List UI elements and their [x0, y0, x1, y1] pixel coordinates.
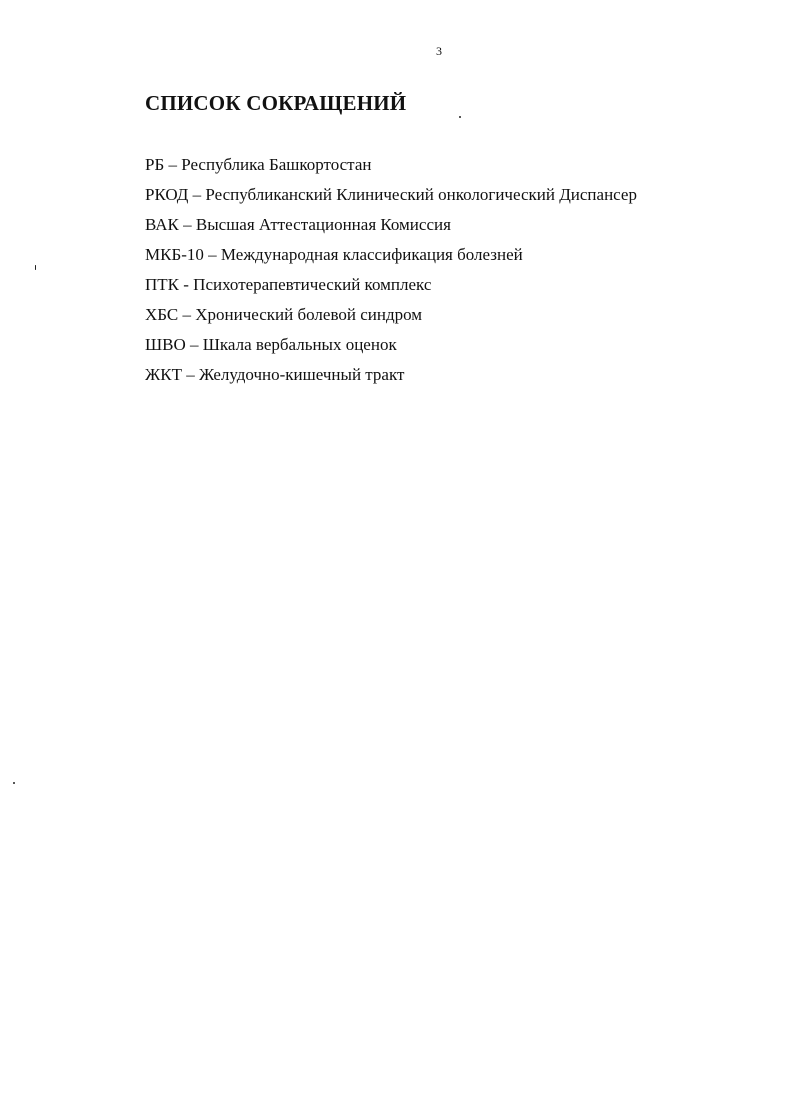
abbreviation-item-ptk: ПТК - Психотерапевтический комплекс — [145, 275, 432, 294]
abbreviation-item-shvo: ШВО – Шкала вербальных оценок — [145, 335, 397, 354]
page-number: 3 — [436, 44, 442, 58]
abbreviation-item-vak: ВАК – Высшая Аттестационная Комиссия — [145, 215, 451, 234]
scan-speck — [35, 265, 36, 270]
abbreviation-item-rkod: РКОД – Республиканский Клинический онкологический Диспансер — [145, 185, 637, 204]
abbreviation-item-rb: РБ – Республика Башкортостан — [145, 155, 372, 174]
abbreviation-item-zhkt: ЖКТ – Желудочно-кишечный тракт — [145, 365, 405, 384]
abbreviation-item-hbs: ХБС – Хронический болевой синдром — [145, 305, 423, 324]
abbreviation-list — [145, 150, 637, 390]
scan-speck — [459, 116, 461, 118]
abbreviation-item-mkb10: МКБ-10 – Международная классификация болезней — [145, 245, 523, 264]
page-title: СПИСОК СОКРАЩЕНИЙ — [145, 91, 407, 115]
scan-speck — [13, 782, 15, 784]
